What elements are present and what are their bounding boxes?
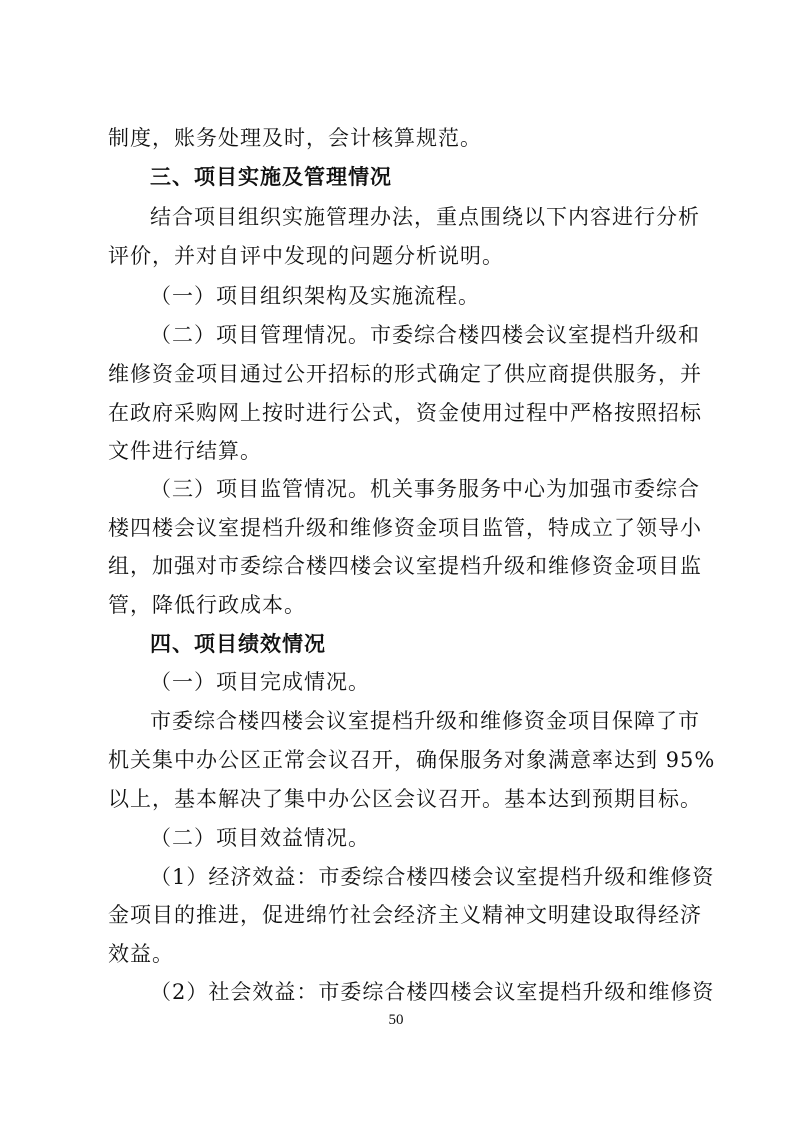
text-line: 金项目的推进，促进绵竹社会经济主义精神文明建设取得经济 bbox=[108, 903, 702, 927]
section-heading: 三、项目实施及管理情况 bbox=[150, 165, 392, 189]
text-line: （二）项目管理情况。市委综合楼四楼会议室提档升级和 bbox=[150, 323, 700, 347]
text-line: 制度，账务处理及时，会计核算规范。 bbox=[108, 126, 482, 150]
text-line: 效益。 bbox=[108, 942, 174, 966]
text-line: 文件进行结算。 bbox=[108, 439, 262, 463]
text-line: 以上，基本解决了集中办公区会议召开。基本达到预期目标。 bbox=[108, 787, 702, 811]
text-line: （2）社会效益：市委综合楼四楼会议室提档升级和维修资 bbox=[150, 980, 715, 1004]
page-number: 50 bbox=[388, 1012, 404, 1028]
text-line: （1）经济效益：市委综合楼四楼会议室提档升级和维修资 bbox=[150, 865, 715, 889]
text-line: 管，降低行政成本。 bbox=[108, 593, 306, 617]
text-line: 组，加强对市委综合楼四楼会议室提档升级和维修资金项目监 bbox=[108, 554, 702, 578]
text-line: 结合项目组织实施管理办法，重点围绕以下内容进行分析 bbox=[150, 205, 700, 229]
text-line: （三）项目监管情况。机关事务服务中心为加强市委综合 bbox=[150, 477, 700, 501]
text-line: 在政府采购网上按时进行公式，资金使用过程中严格按照招标 bbox=[108, 401, 702, 425]
section-heading: 四、项目绩效情况 bbox=[150, 632, 326, 656]
text-line: 机关集中办公区正常会议召开，确保服务对象满意率达到 95% bbox=[108, 748, 716, 772]
subsection-heading: （一）项目完成情况。 bbox=[150, 670, 370, 694]
subsection-heading: （一）项目组织架构及实施流程。 bbox=[150, 284, 480, 308]
text-line: 评价，并对自评中发现的问题分析说明。 bbox=[108, 244, 504, 268]
text-line: 市委综合楼四楼会议室提档升级和维修资金项目保障了市 bbox=[150, 709, 700, 733]
subsection-heading: （二）项目效益情况。 bbox=[150, 826, 370, 850]
text-line: 维修资金项目通过公开招标的形式确定了供应商提供服务，并 bbox=[108, 362, 702, 386]
text-line: 楼四楼会议室提档升级和维修资金项目监管，特成立了领导小 bbox=[108, 516, 702, 540]
